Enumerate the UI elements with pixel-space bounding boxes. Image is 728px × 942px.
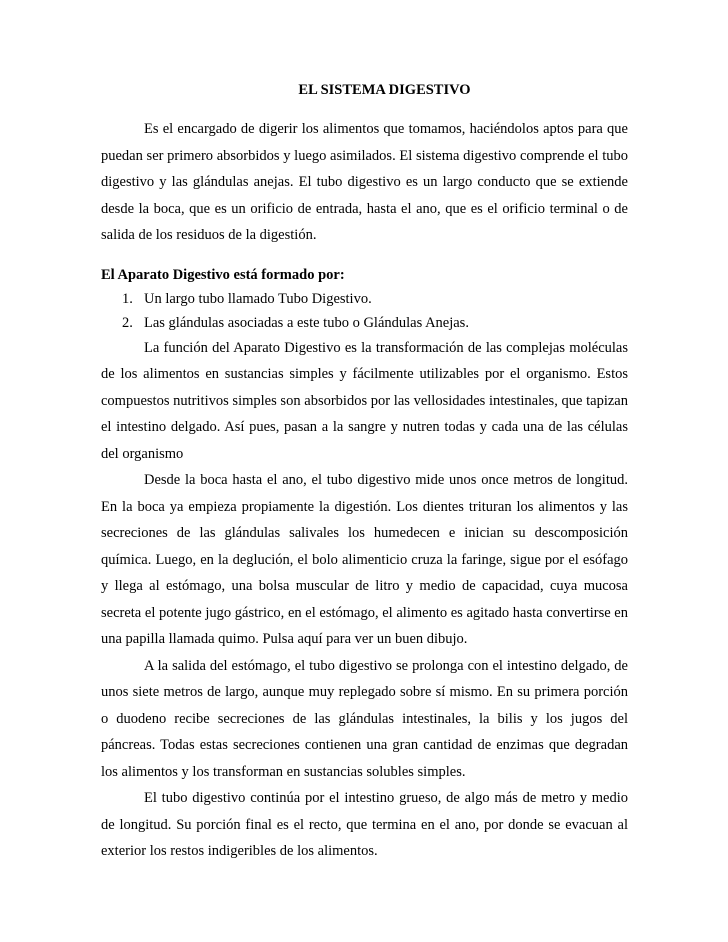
document-title: EL SISTEMA DIGESTIVO [298, 82, 471, 98]
body-paragraph: Desde la boca hasta el ano, el tubo digestivo mide unos once metros de longitud. En la boca ya empieza propiamente la digestión. Los dientes trituran los alimentos y las secreciones de las glándulas salivales los humedecen e inician su descomposición química. Luego, en la deglución, el bolo alimenticio cruza la faringe, sigue por el esófago y llega al estómago, una bolsa muscular de litro y medio de capacidad, cuya mucosa secreta el potente jugo gástrico, en el estómago, el alimento es agitado hasta convertirse en una papilla llamada quimo. Pulsa aquí para ver un buen dibujo. [101, 472, 628, 647]
list-text: Las glándulas asociadas a este tubo o Glándulas Anejas. [144, 314, 469, 331]
document-page [101, 78, 628, 865]
list-text: Un largo tubo llamado Tubo Digestivo. [144, 290, 372, 307]
list-number: 2. [122, 314, 133, 331]
section-heading: El Aparato Digestivo está formado por: [101, 266, 345, 283]
intro-paragraph: Es el encargado de digerir los alimentos que tomamos, haciéndolos aptos para que puedan ser primero absorbidos y luego asimilados. El sistema digestivo comprende el tubo digestivo y las glándulas anejas. El tubo digestivo es un largo conducto que se extiende desde la boca, que es un orificio de entrada, hasta el ano, que es el orificio terminal o de salida de los residuos de la digestión. [101, 121, 628, 243]
body-paragraph: El tubo digestivo continúa por el intestino grueso, de algo más de metro y medio de longitud. Su porción final es el recto, que termina en el ano, por donde se evacuan al exterior los restos indigeribles de los alimentos. [101, 790, 628, 859]
body-paragraph: A la salida del estómago, el tubo digestivo se prolonga con el intestino delgado, de unos siete metros de largo, aunque muy replegado sobre sí mismo. En su primera porción o duodeno recibe secreciones de las glándulas intestinales, la bilis y los jugos del páncreas. Todas estas secreciones contienen una gran cantidad de enzimas que degradan los alimentos y los transforman en sustancias solubles simples. [101, 657, 628, 780]
components-list [101, 287, 628, 335]
spacer [101, 249, 628, 263]
list-item [101, 287, 628, 311]
body-paragraph: La función del Aparato Digestivo es la transformación de las complejas moléculas de los alimentos en sustancias simples y fácilmente utilizables por el organismo. Estos compuestos nutritivos simples son absorbidos por las vellosidades intestinales, que tapizan el intestino delgado. Así pues, pasan a la sangre y nutren todas y cada una de las células del organismo [101, 339, 628, 462]
list-number: 1. [122, 290, 133, 307]
spacer [101, 102, 628, 116]
list-item [101, 311, 628, 335]
